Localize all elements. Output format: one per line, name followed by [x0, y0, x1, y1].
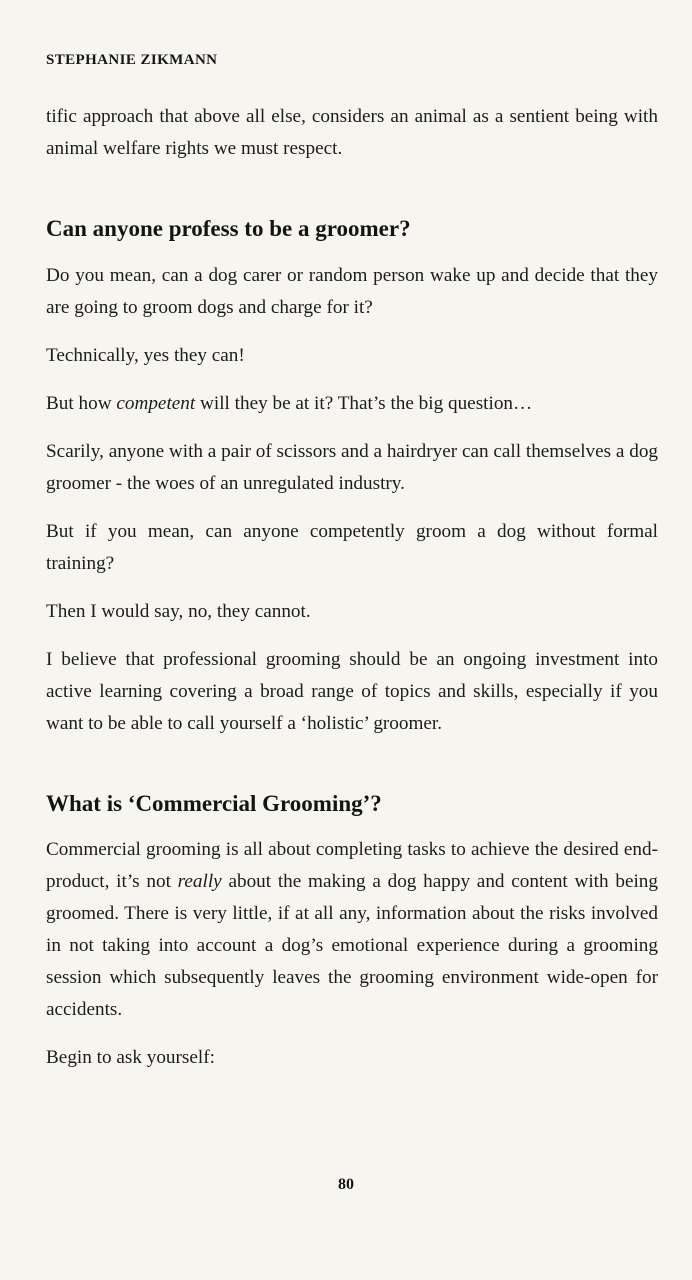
paragraph: Do you mean, can a dog carer or random person wake up and decide that they are going to groom dogs and charge for it? [46, 265, 658, 318]
paragraph [46, 388, 658, 420]
section-heading: Can anyone profess to be a groomer? [46, 216, 411, 241]
page-number: 80 [338, 1176, 354, 1193]
paragraph: I believe that professional grooming should be an ongoing investment into active learning covering a broad range of topics and skills, especially if you want to be able to call yourself a ‘holistic’ groomer. [46, 649, 658, 734]
paragraph: But if you mean, can anyone competently groom a dog without formal training? [46, 521, 658, 574]
section-heading: What is ‘Commercial Grooming’? [46, 791, 382, 816]
page-body [46, 101, 658, 1090]
paragraph-text: Commercial grooming is all about completing tasks to achieve the desired end-product, it’s not [46, 839, 658, 892]
emphasis-text: really [177, 871, 222, 892]
running-head: STEPHANIE ZIKMANN [46, 52, 218, 68]
paragraph: Then I would say, no, they cannot. [46, 601, 311, 622]
paragraph-text: will they be at it? That’s the big question… [195, 393, 533, 414]
paragraph: Technically, yes they can! [46, 345, 245, 366]
emphasis-text: competent [116, 393, 196, 414]
paragraph-text: about the making a dog happy and content with being groomed. There is very little, if at all any, information about the risks involved in not taking into account a dog’s emotional experience during a grooming session which subsequently leaves the grooming environment wide-open for accidents. [46, 871, 658, 1020]
paragraph: Scarily, anyone with a pair of scissors and a hairdryer can call themselves a dog groomer - the woes of an unregulated industry. [46, 441, 659, 494]
paragraph: Begin to ask yourself: [46, 1047, 215, 1068]
paragraph: tific approach that above all else, considers an animal as a sentient being with animal welfare rights we must respect. [46, 106, 658, 159]
paragraph [46, 834, 658, 1026]
paragraph-text: But how [46, 393, 117, 414]
